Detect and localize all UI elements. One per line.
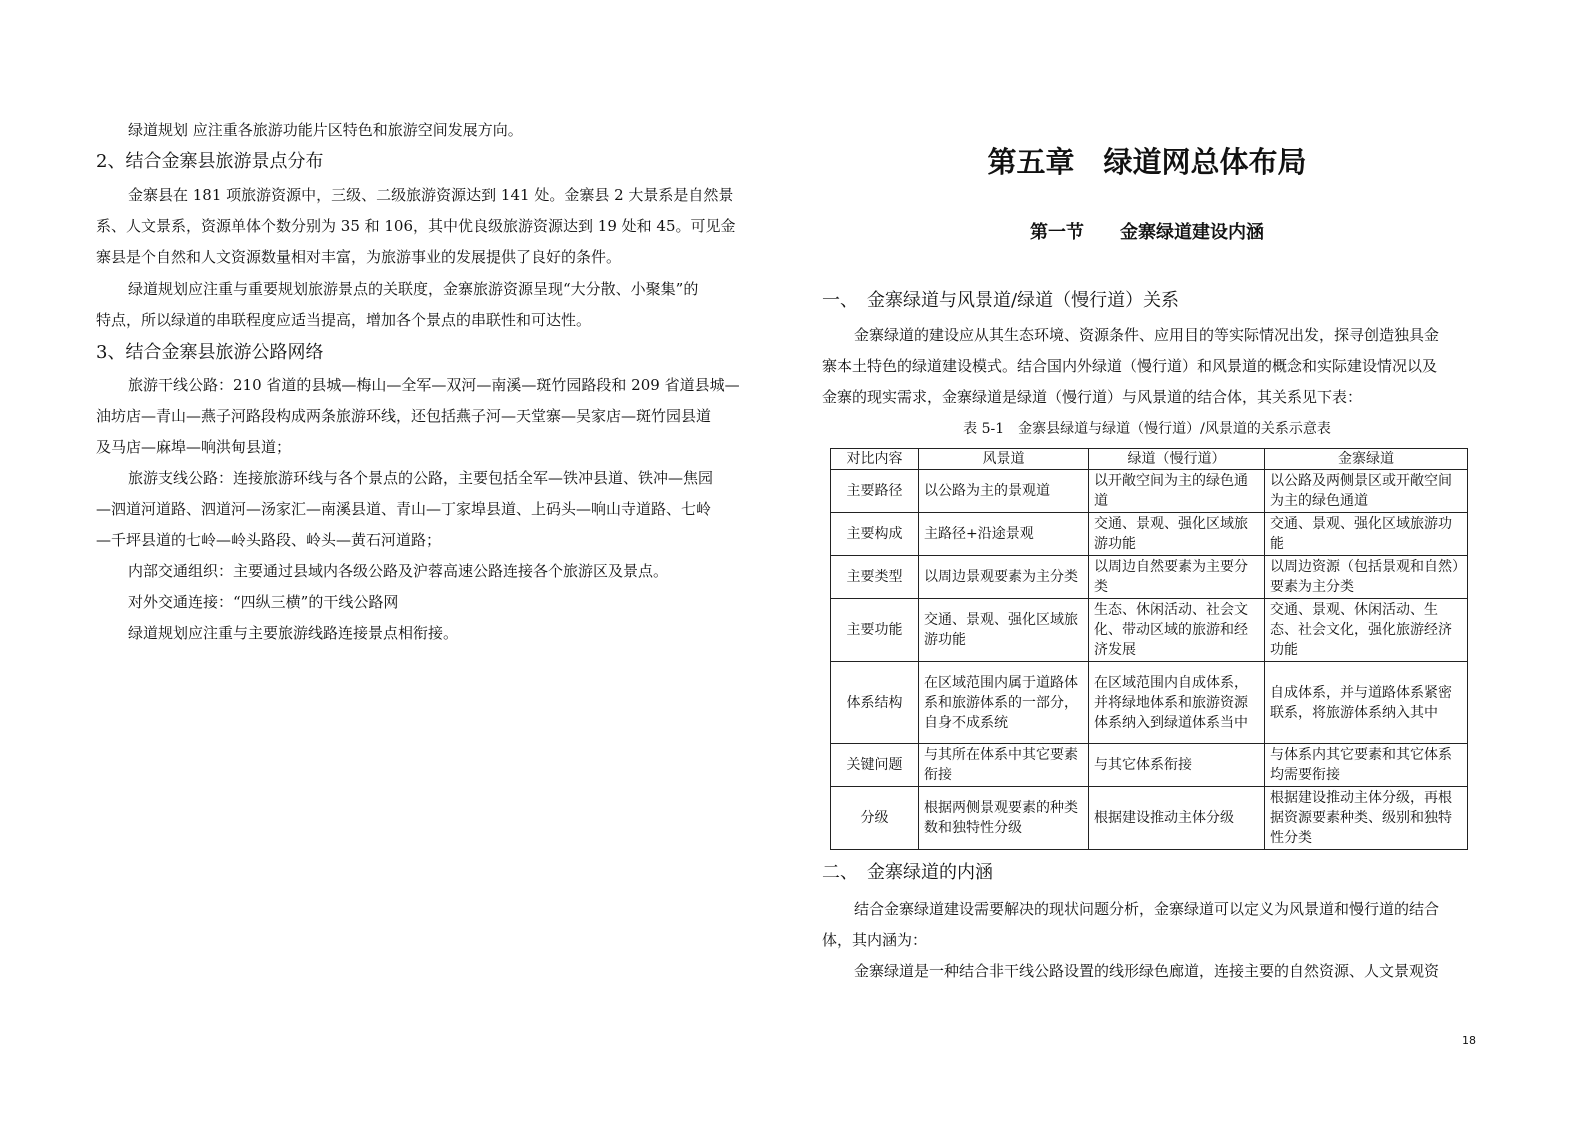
table-cell: 根据两侧景观要素的种类数和独特性分级 bbox=[919, 787, 1089, 850]
relationship-table bbox=[830, 448, 1468, 850]
table-cell: 交通、景观、休闲活动、生态、社会文化，强化旅游经济功能 bbox=[1265, 599, 1468, 662]
paragraph-line: 对外交通连接：“四纵三横”的干线公路网 bbox=[128, 593, 399, 611]
paragraph-line: 内部交通组织：主要通过县域内各级公路及沪蓉高速公路连接各个旅游区及景点。 bbox=[128, 562, 669, 580]
paragraph-line: 寨县是个自然和人文资源数量相对丰富，为旅游事业的发展提供了良好的条件。 bbox=[96, 248, 622, 266]
table-cell: 根据建设推动主体分级，再根据资源要素种类、级别和独特性分类 bbox=[1265, 787, 1468, 850]
paragraph-line: 结合金寨绿道建设需要解决的现状问题分析，金寨绿道可以定义为风景道和慢行道的结合 bbox=[854, 900, 1440, 918]
table-cell: 交通、景观、强化区域旅游功能 bbox=[1265, 513, 1468, 556]
table-cell: 以周边景观要素为主分类 bbox=[919, 556, 1089, 599]
chapter-title: 第五章 绿道网总体布局 bbox=[987, 145, 1307, 179]
table-row bbox=[831, 556, 1468, 599]
paragraph-line: 特点，所以绿道的串联程度应适当提高，增加各个景点的串联性和可达性。 bbox=[96, 311, 592, 329]
paragraph-line: 绿道规划 应注重各旅游功能片区特色和旅游空间发展方向。 bbox=[128, 121, 523, 139]
subsection-heading-2: 二、 金寨绿道的内涵 bbox=[822, 862, 993, 883]
table-cell: 以周边资源（包括景观和自然）要素为主分类 bbox=[1265, 556, 1468, 599]
table-cell: 生态、休闲活动、社会文化、带动区域的旅游和经济发展 bbox=[1089, 599, 1265, 662]
table-cell: 在区域范围内自成体系，并将绿地体系和旅游资源体系纳入到绿道体系当中 bbox=[1089, 662, 1265, 744]
table-header-row bbox=[831, 449, 1468, 470]
table-cell: 以公路为主的景观道 bbox=[919, 470, 1089, 513]
table-cell: 交通、景观、强化区域旅游功能 bbox=[1089, 513, 1265, 556]
paragraph-line: 体，其内涵为： bbox=[822, 931, 928, 949]
paragraph-line: 及马店—麻埠—响洪甸县道； bbox=[96, 438, 292, 456]
table-cell: 在区域范围内属于道路体系和旅游体系的一部分，自身不成系统 bbox=[919, 662, 1089, 744]
page-number: 18 bbox=[1462, 1034, 1476, 1047]
table-cell: 以开敞空间为主的绿色通道 bbox=[1089, 470, 1265, 513]
section-title: 第一节 金寨绿道建设内涵 bbox=[1030, 222, 1264, 243]
paragraph-line: 旅游支线公路：连接旅游环线与各个景点的公路，主要包括全军—铁冲县道、铁冲—焦园 bbox=[128, 469, 714, 487]
table-row-label: 关键问题 bbox=[831, 744, 919, 787]
table-cell: 与其它体系衔接 bbox=[1089, 744, 1265, 787]
section-heading-2: 2、结合金寨县旅游景点分布 bbox=[96, 151, 324, 172]
table-header-cell: 风景道 bbox=[919, 449, 1089, 470]
paragraph-line: 金寨的现实需求，金寨绿道是绿道（慢行道）与风景道的结合体，其关系见下表： bbox=[822, 388, 1363, 406]
table-cell: 与其所在体系中其它要素衔接 bbox=[919, 744, 1089, 787]
table-caption: 表 5-1 金寨县绿道与绿道（慢行道）/风景道的关系示意表 bbox=[963, 421, 1331, 437]
paragraph-line: 绿道规划应注重与重要规划旅游景点的关联度，金寨旅游资源呈现“大分散、小聚集”的 bbox=[128, 280, 699, 298]
paragraph-line: 金寨县在 181 项旅游资源中，三级、二级旅游资源达到 141 处。金寨县 2 大景系是自然景 bbox=[128, 186, 734, 204]
table-header-cell: 金寨绿道 bbox=[1265, 449, 1468, 470]
paragraph-line: 油坊店—青山—燕子河路段构成两条旅游环线，还包括燕子河—天堂寨—吴家店—斑竹园县道 bbox=[96, 407, 712, 425]
subsection-heading-1: 一、 金寨绿道与风景道/绿道（慢行道）关系 bbox=[822, 290, 1180, 311]
table-cell: 以周边自然要素为主要分类 bbox=[1089, 556, 1265, 599]
table-cell: 以公路及两侧景区或开敞空间为主的绿色通道 bbox=[1265, 470, 1468, 513]
paragraph-line: —千坪县道的七岭—岭头路段、岭头—黄石河道路； bbox=[96, 531, 442, 549]
table-row bbox=[831, 470, 1468, 513]
paragraph-line: 绿道规划应注重与主要旅游线路连接景点相衔接。 bbox=[128, 624, 459, 642]
paragraph-line: 金寨绿道的建设应从其生态环境、资源条件、应用目的等实际情况出发，探寻创造独具金 bbox=[854, 326, 1440, 344]
table-header-cell: 绿道（慢行道） bbox=[1089, 449, 1265, 470]
table-cell: 根据建设推动主体分级 bbox=[1089, 787, 1265, 850]
table-row-label: 主要类型 bbox=[831, 556, 919, 599]
table-row bbox=[831, 744, 1468, 787]
table-cell: 交通、景观、强化区域旅游功能 bbox=[919, 599, 1089, 662]
table-row bbox=[831, 599, 1468, 662]
paragraph-line: 旅游干线公路：210 省道的县城—梅山—全军—双河—南溪—斑竹园路段和 209 省道县城— bbox=[128, 376, 740, 394]
paragraph-line: 寨本土特色的绿道建设模式。结合国内外绿道（慢行道）和风景道的概念和实际建设情况以及 bbox=[822, 357, 1438, 375]
table-row bbox=[831, 662, 1468, 744]
table-row-label: 分级 bbox=[831, 787, 919, 850]
table-row-label: 主要构成 bbox=[831, 513, 919, 556]
table-row-label: 主要功能 bbox=[831, 599, 919, 662]
table-cell: 与体系内其它要素和其它体系均需要衔接 bbox=[1265, 744, 1468, 787]
table-row-label: 主要路径 bbox=[831, 470, 919, 513]
table-row bbox=[831, 513, 1468, 556]
paragraph-line: —泗道河道路、泗道河—汤家汇—南溪县道、青山—丁家埠县道、上码头—响山寺道路、七岭 bbox=[96, 500, 712, 518]
table-header-cell: 对比内容 bbox=[831, 449, 919, 470]
table-cell: 自成体系，并与道路体系紧密联系，将旅游体系纳入其中 bbox=[1265, 662, 1468, 744]
paragraph-line: 金寨绿道是一种结合非干线公路设置的线形绿色廊道，连接主要的自然资源、人文景观资 bbox=[854, 962, 1440, 980]
table-row-label: 体系结构 bbox=[831, 662, 919, 744]
table-row bbox=[831, 787, 1468, 850]
paragraph-line: 系、人文景系，资源单体个数分别为 35 和 106，其中优良级旅游资源达到 19 处和 45。可见金 bbox=[96, 217, 736, 235]
section-heading-3: 3、结合金寨县旅游公路网络 bbox=[96, 342, 324, 363]
table-cell: 主路径+沿途景观 bbox=[919, 513, 1089, 556]
